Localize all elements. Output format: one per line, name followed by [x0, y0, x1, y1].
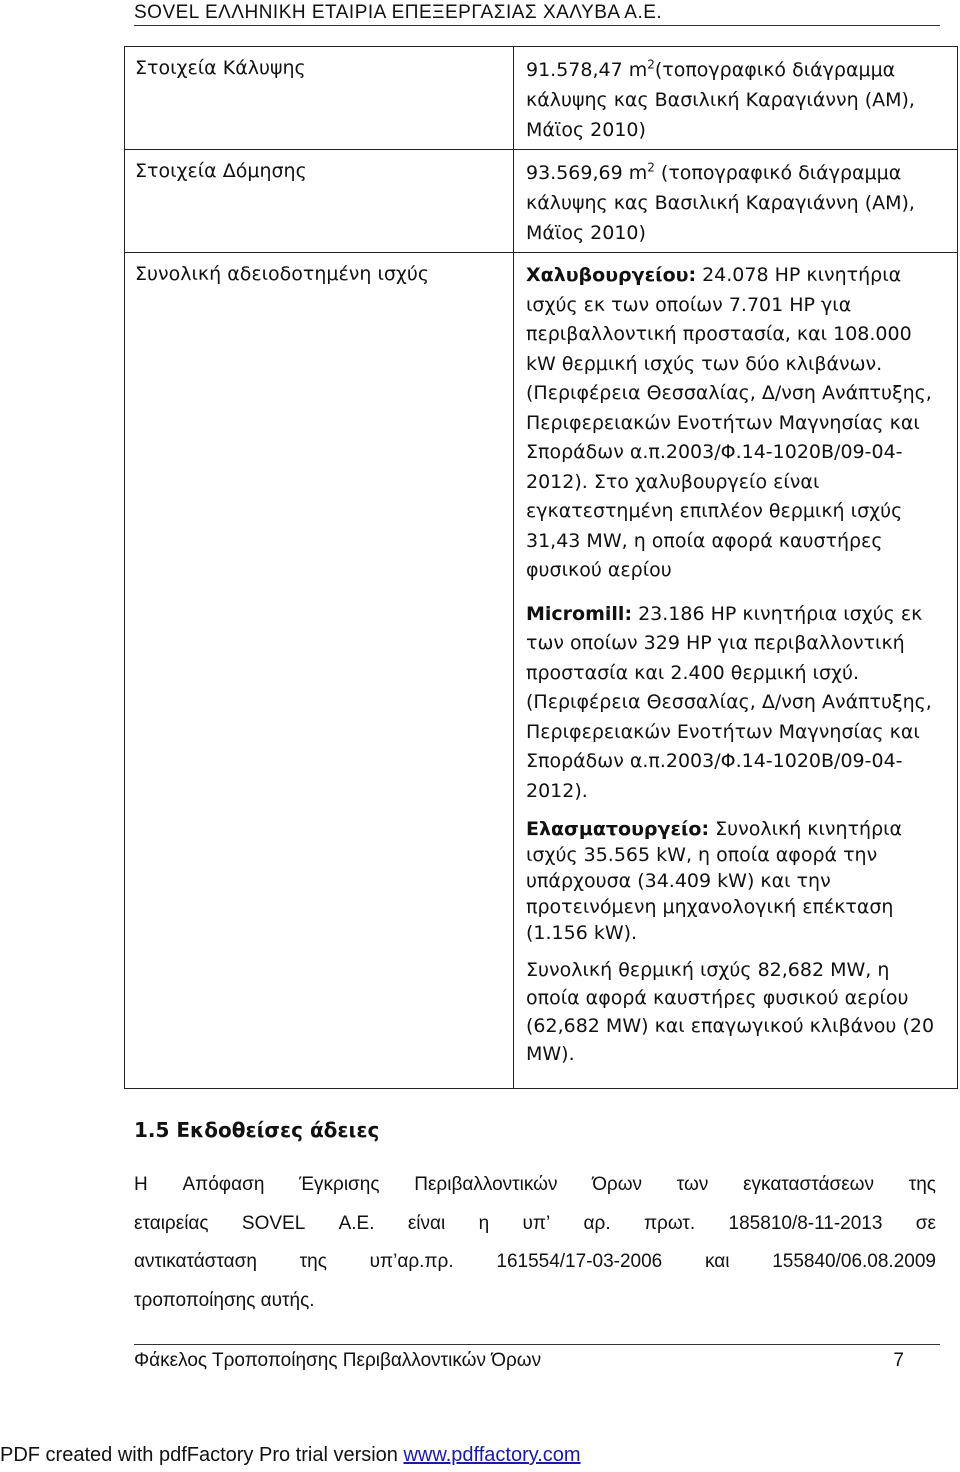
paragraph-line: εταιρείας SOVEL Α.Ε. είναι η υπ’ αρ. πρωτ. 185810/8-11-2013 σε	[134, 1212, 936, 1234]
footer-title: Φάκελος Τροποποίησης Περιβαλλοντικών Όρων	[134, 1350, 542, 1371]
footer-divider	[134, 1344, 940, 1345]
table-row	[125, 47, 958, 150]
table-row	[125, 253, 958, 1089]
page-header: SOVEL ΕΛΛΗΝΙΚΗ ΕΤΑΙΡΙΑ ΕΠΕΞΕΡΓΑΣΙΑΣ ΧΑΛΥΒΑ Α.Ε.	[134, 2, 663, 23]
building-label: Στοιχεία Δόμησης	[125, 150, 514, 253]
coverage-label: Στοιχεία Κάλυψης	[125, 47, 514, 150]
licensed-power-value	[514, 253, 958, 1089]
section-heading: 1.5 Εκδοθείσες άδειες	[134, 1118, 380, 1142]
page-footer	[134, 1350, 904, 1372]
micromill-paragraph: Micromill: 23.186 HP κινητήρια ισχύς εκ των οποίων 329 HP για περιβαλλοντική προστασία και 2.400 θερμική ισχύ. (Περιφέρεια Θεσσαλίας, Δ/νση Ανάπτυξης, Περιφερειακών Ενοτήτων Μαγνησίας και Σποράδων α.π.2003/Φ.14-1020Β/09-04- 2012).	[526, 602, 932, 802]
table-row	[125, 150, 958, 253]
paragraph-line: τροποποίησης αυτής.	[134, 1289, 315, 1311]
licensed-power-label: Συνολική αδειοδοτημένη ισχύς	[125, 253, 514, 1089]
steelworks-paragraph: Χαλυβουργείου: 24.078 HP κινητήρια ισχύς εκ των οποίων 7.701 HP για περιβαλλοντική προστασία, και 108.000 kW θερμική ισχύς των δύο κλιβάνων. (Περιφέρεια Θεσσαλίας, Δ/νση Ανάπτυξης, Περιφερειακών Ενοτήτων Μαγνησίας και Σποράδων α.π.2003/Φ.14-1020Β/09-04- 2012). Στο χαλυβουργείο είναι εγκατεστημένη επιπλέον θερμική ισχύς 31,43 MW, η οποία αφορά καυστήρες φυσικού αερίου	[526, 264, 932, 581]
approval-paragraph	[134, 1166, 936, 1320]
header-divider	[134, 25, 940, 26]
building-value: 93.569,69 $m^2$ (τοπογραφικό διάγραμμα κάλυψης κας Βασιλική Καραγιάννη (ΑΜ), Μάϊος 2010)	[514, 150, 958, 253]
rolling-mill-paragraph: Ελασματουργείο: Συνολική κινητήρια ισχύς 35.565 kW, η οποία αφορά την υπάρχουσα (34.409 kW) και την προτεινόμενη μηχανολογική επέκταση (1.156 kW).	[526, 818, 903, 944]
paragraph-line: αντικατάσταση της υπ’αρ.πρ. 161554/17-03-2006 και 155840/06.08.2009	[134, 1251, 936, 1272]
thermal-power-paragraph: Συνολική θερμική ισχύς 82,682 MW, η οποία αφορά καυστήρες φυσικού αερίου (62,682 MW) και επαγωγικού κλιβάνου (20 MW).	[526, 959, 935, 1065]
paragraph-line: Η Απόφαση Έγκρισης Περιβαλλοντικών Όρων των εγκαταστάσεων της	[134, 1174, 936, 1195]
info-table	[124, 46, 958, 1089]
page-number: 7	[893, 1350, 904, 1371]
coverage-value: 91.578,47 $m^2(\tau o\pi o\gamma\rho\alpha\varphi\iota\kappa ό$ διάγραμμα κάλυψης κας Βασιλική Καραγιάννη (ΑΜ), Μάϊος 2010)	[514, 47, 958, 150]
pdffactory-link[interactable]: www.pdffactory.com	[403, 1444, 581, 1466]
pdf-watermark: PDF created with pdfFactory Pro trial version www.pdffactory.com	[0, 1444, 581, 1466]
